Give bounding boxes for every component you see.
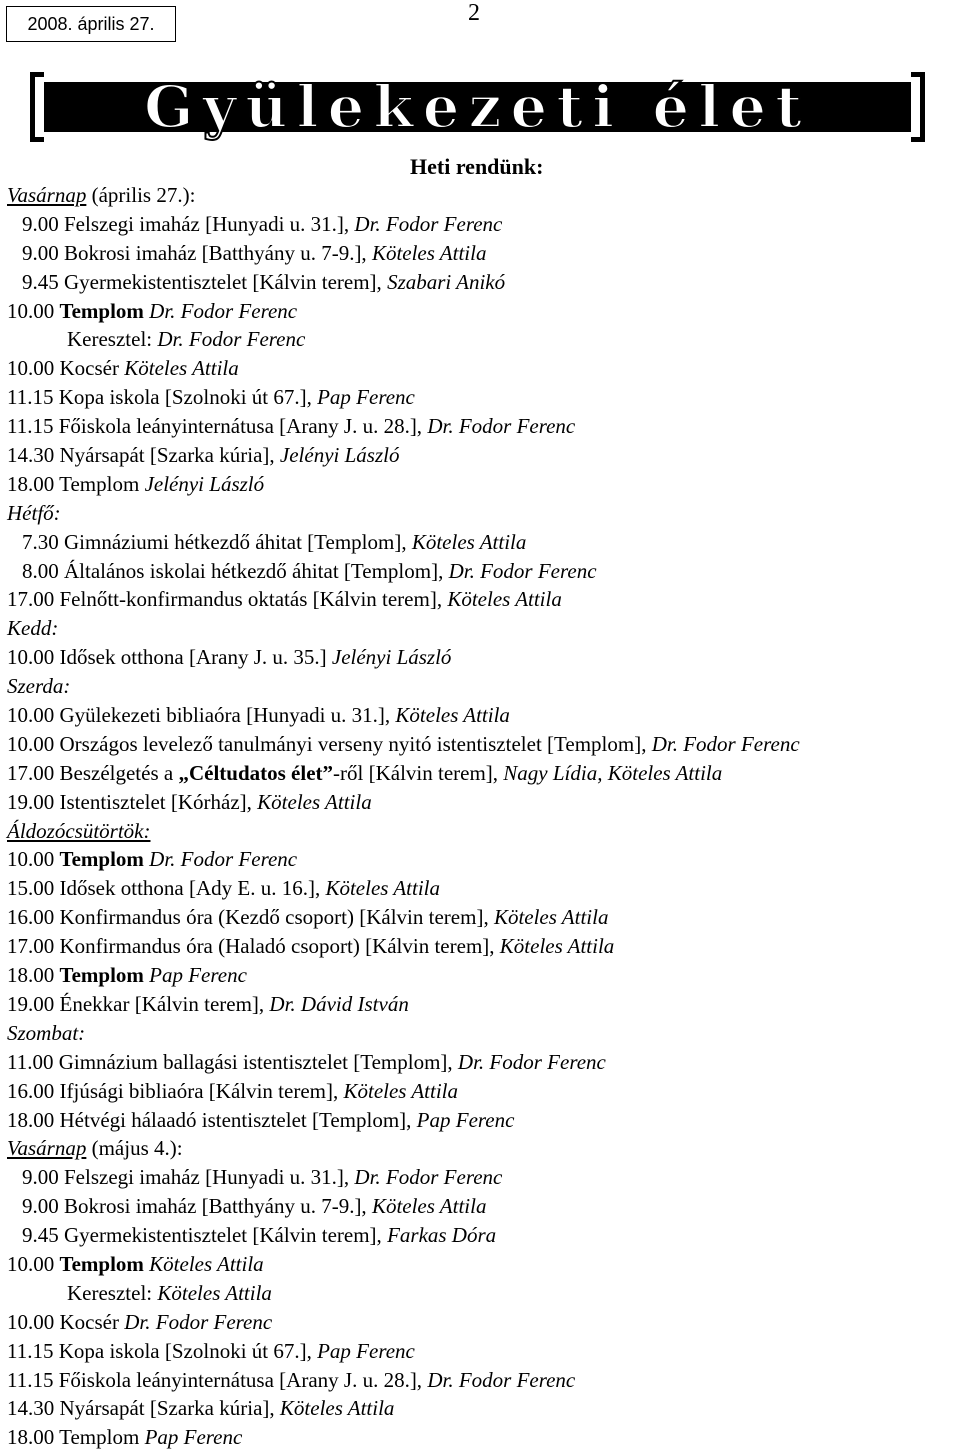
day-header [7, 181, 960, 210]
text-run: 14.30 Nyársapát [Szarka kúria], [7, 1396, 280, 1421]
text-run: Köteles Attila [411, 529, 527, 554]
schedule-entry [7, 845, 960, 874]
schedule-entry [7, 903, 960, 932]
text-run: Keresztel: [67, 327, 158, 352]
text-run: Kedd: [7, 616, 59, 641]
text-run: Templom [59, 963, 144, 988]
text-run: 10.00 Kocsér [7, 356, 125, 381]
text-run: Köteles Attila [395, 703, 510, 728]
schedule-entry [7, 1279, 960, 1308]
schedule-entry [7, 1423, 960, 1452]
page-number: 2 [468, 0, 480, 26]
schedule-entry [7, 961, 960, 990]
schedule-entry [7, 1250, 960, 1279]
text-run: 10.00 Országos levelező tanulmányi verseny nyitó istentisztelet [Templom], [7, 731, 652, 756]
date-box: 2008. április 27. [6, 6, 176, 42]
schedule-entry [7, 470, 960, 499]
text-run: Szombat: [7, 1020, 86, 1045]
text-run: Keresztel: [67, 1280, 158, 1305]
text-run: Templom [59, 298, 144, 323]
schedule-entry [7, 990, 960, 1019]
text-run: 11.15 Kopa iskola [Szolnoki út 67.], [7, 385, 318, 410]
text-run: 10.00 [7, 298, 60, 323]
text-run: 9.00 Felszegi imaház [Hunyadi u. 31.], [22, 211, 355, 236]
text-run: 10.00 [7, 1251, 60, 1276]
text-run: Köteles Attila [447, 587, 562, 612]
text-run: Szerda: [7, 674, 71, 699]
schedule-entry [7, 268, 960, 297]
day-header [7, 499, 960, 528]
text-run: (április 27.): [86, 183, 196, 207]
day-header [7, 1019, 960, 1048]
text-run: Köteles Attila [325, 876, 440, 901]
weekly-schedule [7, 181, 960, 1452]
schedule-entry [7, 730, 960, 759]
text-run: Dr. Fodor Ferenc [124, 1309, 273, 1334]
text-run: 17.00 Konfirmandus óra (Haladó csoport) [Kálvin terem], [7, 934, 500, 959]
text-run: Dr. Fodor Ferenc [448, 558, 597, 583]
schedule-entry [7, 297, 960, 326]
text-run: 9.00 Bokrosi imaház [Batthyány u. 7-9.], [22, 1194, 372, 1219]
schedule-entry [7, 932, 960, 961]
text-run: Jelényi László [279, 443, 400, 468]
schedule-entry [7, 354, 960, 383]
banner-left-bracket [30, 72, 44, 142]
text-run: Köteles Attila [149, 1251, 264, 1276]
schedule-heading: Heti rendünk: [410, 154, 544, 179]
text-run: 11.15 Kopa iskola [Szolnoki út 67.], [7, 1338, 318, 1363]
text-run: Pap Ferenc [416, 1107, 515, 1132]
text-run: Dr. Fodor Ferenc [354, 1165, 503, 1190]
schedule-entry [7, 441, 960, 470]
text-run: Vasárnap [7, 183, 87, 207]
text-run: Vasárnap [7, 1136, 87, 1161]
schedule-entry [7, 528, 960, 557]
text-run: Dr. Fodor Ferenc [149, 298, 298, 323]
text-run: Köteles Attila [343, 1078, 459, 1103]
text-run: 16.00 Ifjúsági bibliaóra [Kálvin terem], [7, 1078, 344, 1103]
text-run: 10.00 Kocsér [7, 1309, 125, 1334]
schedule-entry [7, 1394, 960, 1423]
schedule-entry [7, 759, 960, 788]
text-run: Pap Ferenc [144, 1425, 243, 1450]
text-run: 9.45 Gyermekistentisztelet [Kálvin terem], [22, 269, 388, 294]
text-run: 15.00 Idősek otthona [Ady E. u. 16.], [7, 876, 326, 901]
text-run: 11.15 Főiskola leányinternátusa [Arany J. u. 28.], [7, 414, 428, 439]
schedule-entry [7, 1048, 960, 1077]
text-run: Dr. Fodor Ferenc [149, 847, 298, 872]
text-run: Köteles Attila [493, 905, 609, 930]
text-run: 9.00 Felszegi imaház [Hunyadi u. 31.], [22, 1165, 355, 1190]
text-run: 19.00 Énekkar [Kálvin terem], [7, 991, 270, 1016]
text-run: 9.00 Bokrosi imaház [Batthyány u. 7-9.], [22, 240, 372, 265]
text-run: 10.00 Idősek otthona [Arany J. u. 35.] [7, 645, 332, 670]
schedule-entry [7, 1192, 960, 1221]
schedule-entry [7, 239, 960, 268]
schedule-entry [7, 643, 960, 672]
text-run: Farkas Dóra [387, 1223, 497, 1248]
text-run: 18.00 Hétvégi hálaadó istentisztelet [Templom], [7, 1107, 417, 1132]
schedule-entry [7, 874, 960, 903]
text-run: 7.30 Gimnáziumi hétkezdő áhitat [Templom], [22, 529, 412, 554]
text-run: 16.00 Konfirmandus óra (Kezdő csoport) [Kálvin terem], [7, 905, 494, 930]
schedule-entry [7, 701, 960, 730]
text-run: Köteles Attila [499, 934, 615, 959]
banner-right-bracket [911, 72, 925, 142]
schedule-entry [7, 383, 960, 412]
schedule-entry [7, 585, 960, 614]
text-run: 11.00 Gimnázium ballagási istentisztelet [Templom], [7, 1049, 458, 1074]
text-run: -ről [Kálvin terem], [333, 760, 504, 785]
schedule-entry [7, 788, 960, 817]
text-run: Dr. Fodor Ferenc [457, 1049, 606, 1074]
text-run: Köteles Attila [371, 240, 487, 265]
text-run: 18.00 Templom [7, 1425, 145, 1450]
banner-bar [44, 73, 911, 141]
text-run: 9.45 Gyermekistentisztelet [Kálvin terem], [22, 1223, 388, 1248]
text-run: Hétfő: [7, 500, 61, 525]
text-run: Szabari Anikó [387, 269, 506, 294]
text-run: Pap Ferenc [317, 385, 415, 410]
text-run: Dr. Fodor Ferenc [354, 211, 503, 236]
text-run: Köteles Attila [279, 1396, 395, 1421]
text-run: 10.00 Gyülekezeti bibliaóra [Hunyadi u. 31.], [7, 703, 396, 728]
text-run: „Céltudatos élet” [178, 760, 334, 785]
text-run: 8.00 Általános iskolai hétkezdő áhitat [Templom], [22, 558, 449, 583]
text-run: Templom [59, 1251, 144, 1276]
text-run: Köteles Attila [257, 789, 372, 814]
text-run: 18.00 Templom [7, 471, 145, 496]
schedule-entry [7, 1221, 960, 1250]
day-header [7, 817, 960, 846]
text-run: 18.00 [7, 963, 60, 988]
schedule-entry [7, 325, 960, 354]
day-header [7, 1134, 960, 1163]
text-run: 19.00 Istentisztelet [Kórház], [7, 789, 258, 814]
text-run: Nagy Lídia, Köteles Attila [503, 760, 723, 785]
schedule-entry [7, 1106, 960, 1135]
text-run: Pap Ferenc [317, 1338, 415, 1363]
schedule-entry [7, 1308, 960, 1337]
schedule-entry [7, 412, 960, 441]
text-run: 14.30 Nyársapát [Szarka kúria], [7, 443, 280, 468]
text-run: (május 4.): [86, 1136, 183, 1161]
text-run: Dr. Fodor Ferenc [651, 731, 800, 756]
text-run: Dr. Fodor Ferenc [157, 327, 306, 352]
schedule-entry [7, 1077, 960, 1106]
text-run: Dr. Dávid István [269, 991, 409, 1016]
text-run: Köteles Attila [371, 1194, 487, 1219]
day-header [7, 672, 960, 701]
text-run: 17.00 Beszélgetés a [7, 760, 179, 785]
text-run: 17.00 Felnőtt-konfirmandus oktatás [Kálvin terem], [7, 587, 448, 612]
text-run: 10.00 [7, 847, 60, 872]
schedule-entry [7, 210, 960, 239]
schedule-entry [7, 557, 960, 586]
text-run: Jelényi László [331, 645, 452, 670]
text-run: Pap Ferenc [149, 963, 247, 988]
schedule-entry [7, 1366, 960, 1395]
text-run: Dr. Fodor Ferenc [427, 414, 576, 439]
schedule-entry [7, 1163, 960, 1192]
text-run: Köteles Attila [157, 1280, 272, 1305]
section-banner [30, 72, 925, 142]
text-run: 11.15 Főiskola leányinternátusa [Arany J. u. 28.], [7, 1367, 428, 1392]
day-header [7, 614, 960, 643]
schedule-entry [7, 1337, 960, 1366]
text-run: Jelényi László [144, 471, 265, 496]
text-run: Dr. Fodor Ferenc [427, 1367, 576, 1392]
text-run: Köteles Attila [124, 356, 239, 381]
text-run: Templom [59, 847, 144, 872]
banner-title: Gyülekezeti élet [144, 73, 811, 141]
text-run: Áldozócsütörtök: [7, 818, 151, 843]
